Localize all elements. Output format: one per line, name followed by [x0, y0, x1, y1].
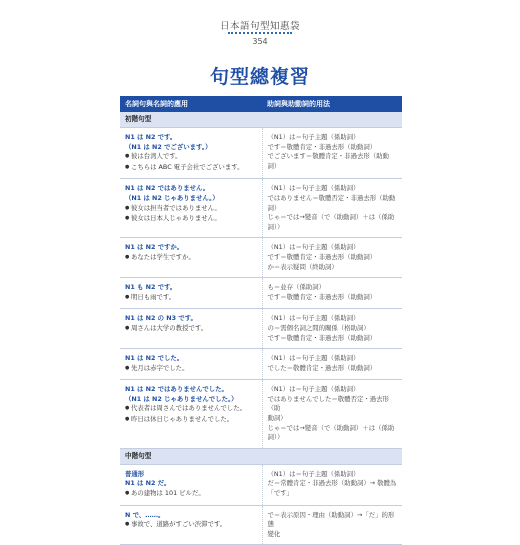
- explanation-cell: [262, 505, 402, 545]
- book-title: 日本語句型知惠袋: [219, 21, 300, 32]
- table-row: [120, 349, 402, 380]
- example-sentence: ● こちらは ABC 電子会社でございます。: [125, 163, 257, 174]
- sentence-pattern: （N1 は N2 じゃありませんでした。）: [125, 394, 238, 403]
- explanation-line: （N1）は＝句子主題（係助詞）: [267, 354, 360, 363]
- explanation-cell: [262, 309, 402, 349]
- explanation-line: 動詞）: [267, 414, 287, 423]
- example-sentence: ● 昨日は休日じゃありませんでした。: [125, 415, 257, 426]
- pattern-cell: [120, 380, 262, 449]
- sentence-pattern: N1 は N2 でした。: [125, 354, 184, 363]
- example-sentence: ● 彼女は日本人じゃありません。: [125, 214, 257, 225]
- pattern-cell: [120, 505, 262, 545]
- explanation-line: （N1）は＝句子主題（係助詞）: [267, 314, 360, 323]
- section-heading: 中階句型: [120, 448, 402, 464]
- explanation-line: です＝敬體肯定・非過去形（助動詞）: [267, 333, 377, 342]
- explanation-line: です＝敬體肯定・非過去形（助動詞）: [267, 142, 377, 151]
- explanation-line: です＝敬體肯定・非過去形（助動詞）: [267, 292, 377, 301]
- table-row: [120, 380, 402, 449]
- explanation-line: （N1）は＝句子主題（係助詞）: [267, 469, 360, 478]
- explanation-line: でございます＝敬體肯定・非過去形（助動詞）: [267, 152, 389, 170]
- sentence-pattern: （N1 は N2 でございます。）: [125, 142, 212, 151]
- example-sentence: ● 先月は赤字でした。: [125, 364, 257, 375]
- example-sentence: ● 彼は台湾人です。: [125, 152, 257, 163]
- explanation-cell: [262, 128, 402, 179]
- explanation-cell: [262, 349, 402, 380]
- pattern-cell: [120, 349, 262, 380]
- table-row: [120, 238, 402, 278]
- title-underline-dots: [228, 32, 292, 34]
- table-header-row: [120, 96, 402, 112]
- explanation-line: 詞））: [267, 433, 284, 442]
- sentence-pattern: N1 は N2 だ。: [125, 479, 171, 488]
- explanation-line: です＝敬體肯定・非過去形（助動詞）: [267, 252, 377, 261]
- pattern-cell: [120, 309, 262, 349]
- pattern-cell: [120, 179, 262, 238]
- explanation-cell: [262, 464, 402, 505]
- table-row: [120, 505, 402, 545]
- example-sentence: ● あなたは学生ですか。: [125, 253, 257, 264]
- table-row: [120, 128, 402, 179]
- explanation-line: 「です」: [267, 489, 294, 498]
- explanation-line: だ＝常體肯定・非過去形（助動詞）→ 敬體為: [267, 479, 397, 488]
- explanation-line: でした＝敬體肯定・過去形（助動詞）: [267, 363, 377, 372]
- explanation-cell: [262, 179, 402, 238]
- explanation-line: （N1）は＝句子主題（係助詞）: [267, 133, 360, 141]
- section-row: [120, 112, 402, 128]
- explanation-line: も＝並存（係助詞）: [267, 283, 326, 292]
- explanation-line: ではありません＝敬體否定・非過去形（助動詞）: [267, 193, 396, 212]
- explanation-line: （N1）は＝句子主題（係助詞）: [267, 385, 360, 394]
- explanation-cell: [262, 278, 402, 309]
- column-header-nouns: 名詞句與名詞的應用: [120, 96, 262, 112]
- table-row: [120, 278, 402, 309]
- sentence-pattern: N1 も N2 です。: [125, 283, 177, 292]
- explanation-line: 變化: [267, 529, 281, 538]
- sentence-pattern: N で、……。: [125, 510, 165, 519]
- explanation-line: じゃ＝では→變音（で（助動詞）＋は（係助詞））: [267, 213, 395, 231]
- example-sentence: ● あの建物は 101 ビルだ。: [125, 489, 257, 500]
- sentence-pattern: N1 は N2 ではありませんでした。: [125, 385, 228, 394]
- sentence-pattern: 普通形: [125, 469, 145, 478]
- pattern-cell: [120, 238, 262, 278]
- explanation-line: の＝需個名詞之間的關係（格助詞）: [267, 323, 370, 332]
- column-header-particles: 助詞與助動詞的用法: [262, 96, 402, 112]
- sentence-pattern: N1 は N2 の N3 です。: [125, 314, 197, 323]
- pattern-cell: [120, 464, 262, 505]
- explanation-cell: [262, 238, 402, 278]
- example-sentence: ● 彼女は担当者ではありません。: [125, 204, 257, 215]
- table-row: [120, 179, 402, 238]
- sentence-pattern: （N1 は N2 じゃありません。）: [125, 193, 219, 202]
- explanation-line: じゃ＝では→變音（で（助動詞）＋は（係助: [267, 423, 395, 432]
- explanation-line: か＝表示疑問（終助詞）: [267, 262, 338, 271]
- page-title: 句型總複習: [209, 66, 310, 88]
- table-row: [120, 309, 402, 349]
- grammar-review-table: [120, 96, 402, 545]
- explanation-line: で＝表示原因・理由（助動詞）→「だ」的形態: [267, 510, 395, 529]
- explanation-line: （N1）は＝句子主題（係助詞）: [267, 184, 360, 193]
- section-heading: 初階句型: [120, 112, 402, 128]
- example-sentence: ● 事故で、道路がすごい渋滞です。: [125, 520, 257, 531]
- explanation-cell: [262, 380, 402, 449]
- explanation-line: ではありませんでした＝敬體否定・過去形（助: [267, 394, 389, 413]
- explanation-line: （N1）は＝句子主題（係助詞）: [267, 243, 360, 252]
- section-row: [120, 448, 402, 464]
- pattern-cell: [120, 128, 262, 179]
- example-sentence: ● 周さんは大学の教授です。: [125, 324, 257, 335]
- example-sentence: ● 明日も雨です。: [125, 293, 257, 304]
- sentence-pattern: N1 は N2 ですか。: [125, 243, 184, 252]
- table-body: [120, 112, 402, 545]
- sentence-pattern: N1 は N2 です。: [125, 133, 177, 141]
- pattern-cell: [120, 278, 262, 309]
- page-number: 354: [252, 37, 268, 46]
- sentence-pattern: N1 は N2 ではありません。: [125, 184, 210, 193]
- table-row: [120, 464, 402, 505]
- example-sentence: ● 代表者は周さんではありませんでした。: [125, 404, 257, 415]
